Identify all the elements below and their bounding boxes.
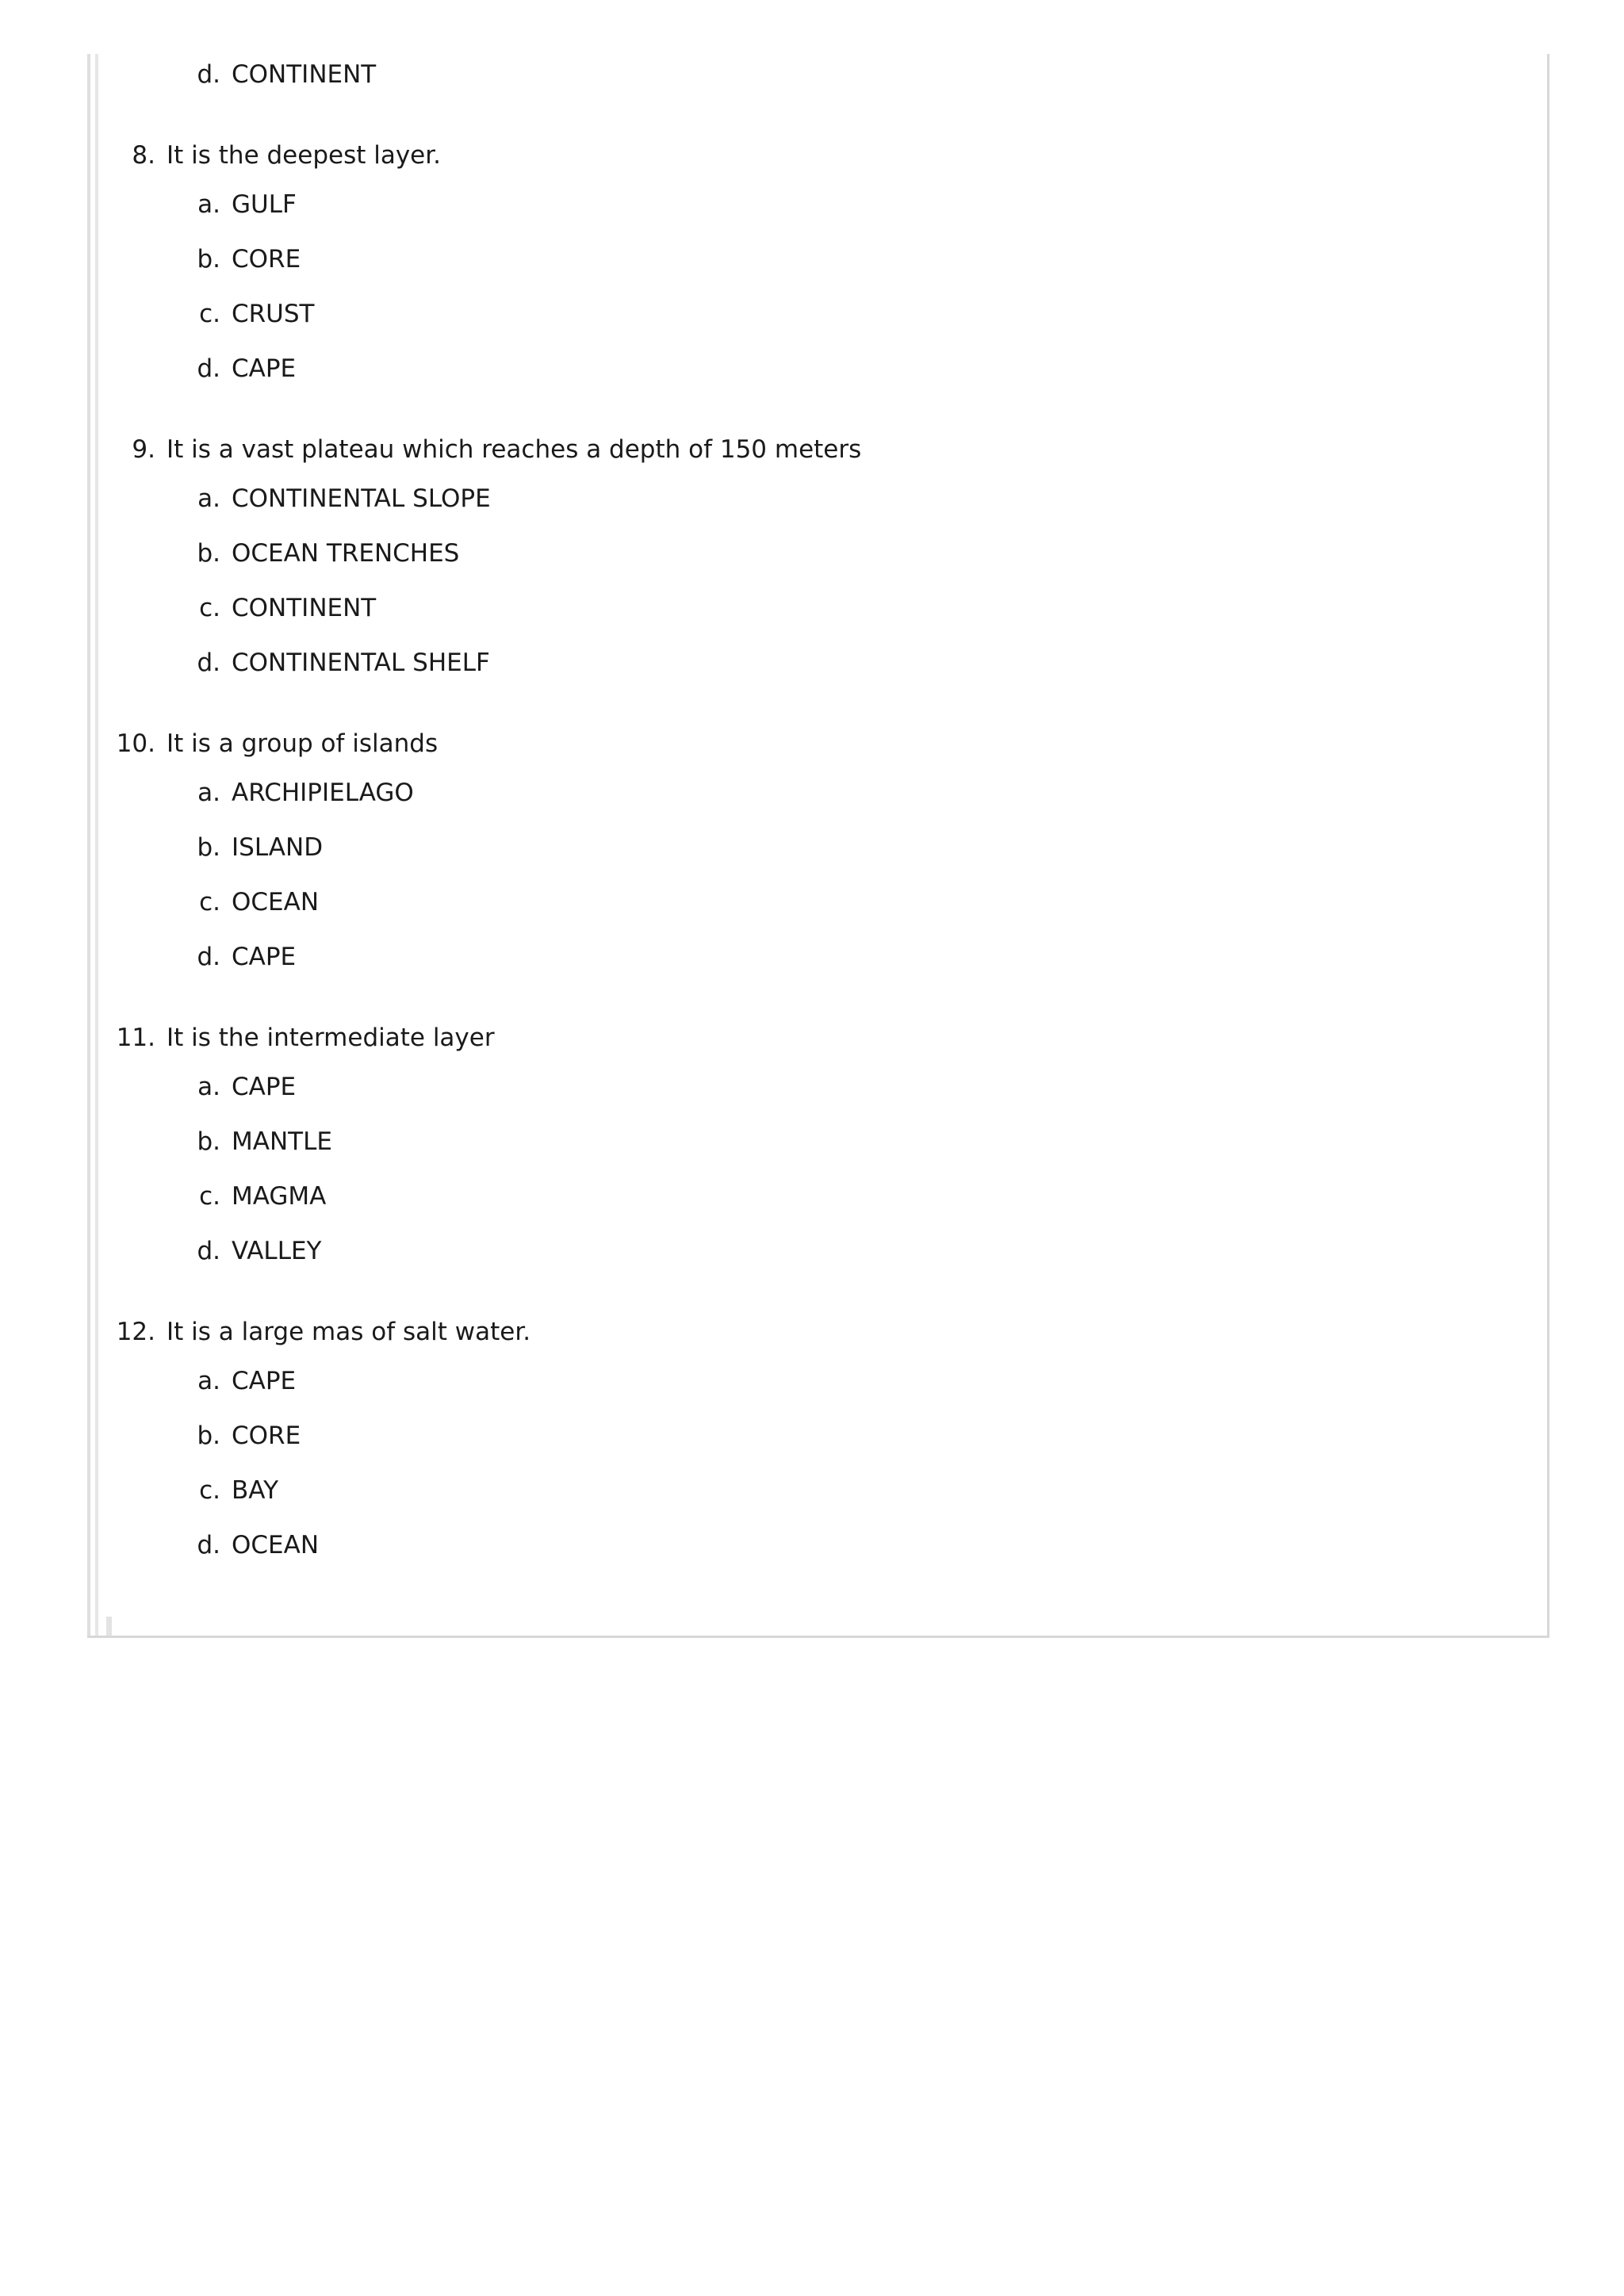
option-text: CORE — [232, 245, 301, 274]
option-text: MAGMA — [232, 1182, 327, 1211]
option-text: CONTINENTAL SLOPE — [232, 484, 491, 513]
option-text: ARCHIPIELAGO — [232, 779, 414, 807]
option-letter: a. — [197, 779, 220, 807]
question-text: It is a vast plateau which reaches a depth of 150 meters — [167, 435, 862, 464]
option-letter: b. — [197, 245, 220, 274]
option-letter: d. — [197, 649, 220, 677]
question-text: It is a group of islands — [167, 729, 439, 758]
option-text: CAPE — [232, 1367, 297, 1395]
option-text: OCEAN TRENCHES — [232, 539, 460, 568]
option-text: CONTINENTAL SHELF — [232, 649, 490, 677]
option-text: CRUST — [232, 300, 315, 328]
option-letter: c. — [199, 1182, 220, 1211]
option-text: GULF — [232, 190, 297, 219]
option-text: CONTINENT — [232, 60, 377, 89]
question-text: It is the deepest layer. — [167, 141, 442, 170]
option-text: BAY — [232, 1476, 279, 1505]
option-text: OCEAN — [232, 888, 320, 916]
option-letter: b. — [197, 1127, 220, 1156]
question-text: It is the intermediate layer — [167, 1024, 495, 1052]
option-letter: b. — [197, 1422, 220, 1450]
option-letter: d. — [197, 1237, 220, 1265]
question-number: 8. — [132, 141, 155, 170]
option-letter: d. — [197, 60, 220, 89]
option-letter: c. — [199, 888, 220, 916]
option-text: CAPE — [232, 943, 297, 971]
option-letter: d. — [197, 354, 220, 383]
option-letter: a. — [197, 190, 220, 219]
question-text: It is a large mas of salt water. — [167, 1318, 531, 1346]
frame-corner-mark — [106, 1617, 112, 1636]
option-text: OCEAN — [232, 1531, 320, 1559]
option-text: CONTINENT — [232, 594, 377, 622]
question-number: 9. — [132, 435, 155, 464]
option-text: CAPE — [232, 1073, 297, 1101]
question-number: 11. — [116, 1024, 155, 1052]
option-letter: c. — [199, 300, 220, 328]
option-letter: d. — [197, 943, 220, 971]
option-text: ISLAND — [232, 833, 324, 862]
option-text: CAPE — [232, 354, 297, 383]
option-letter: a. — [197, 1367, 220, 1395]
option-letter: a. — [197, 1073, 220, 1101]
option-letter: c. — [199, 594, 220, 622]
option-letter: d. — [197, 1531, 220, 1559]
option-text: CORE — [232, 1422, 301, 1450]
option-letter: a. — [197, 484, 220, 513]
option-letter: c. — [199, 1476, 220, 1505]
option-letter: b. — [197, 833, 220, 862]
question-number: 12. — [116, 1318, 155, 1346]
option-text: MANTLE — [232, 1127, 332, 1156]
question-number: 10. — [116, 729, 155, 758]
option-text: VALLEY — [232, 1237, 322, 1265]
option-letter: b. — [197, 539, 220, 568]
